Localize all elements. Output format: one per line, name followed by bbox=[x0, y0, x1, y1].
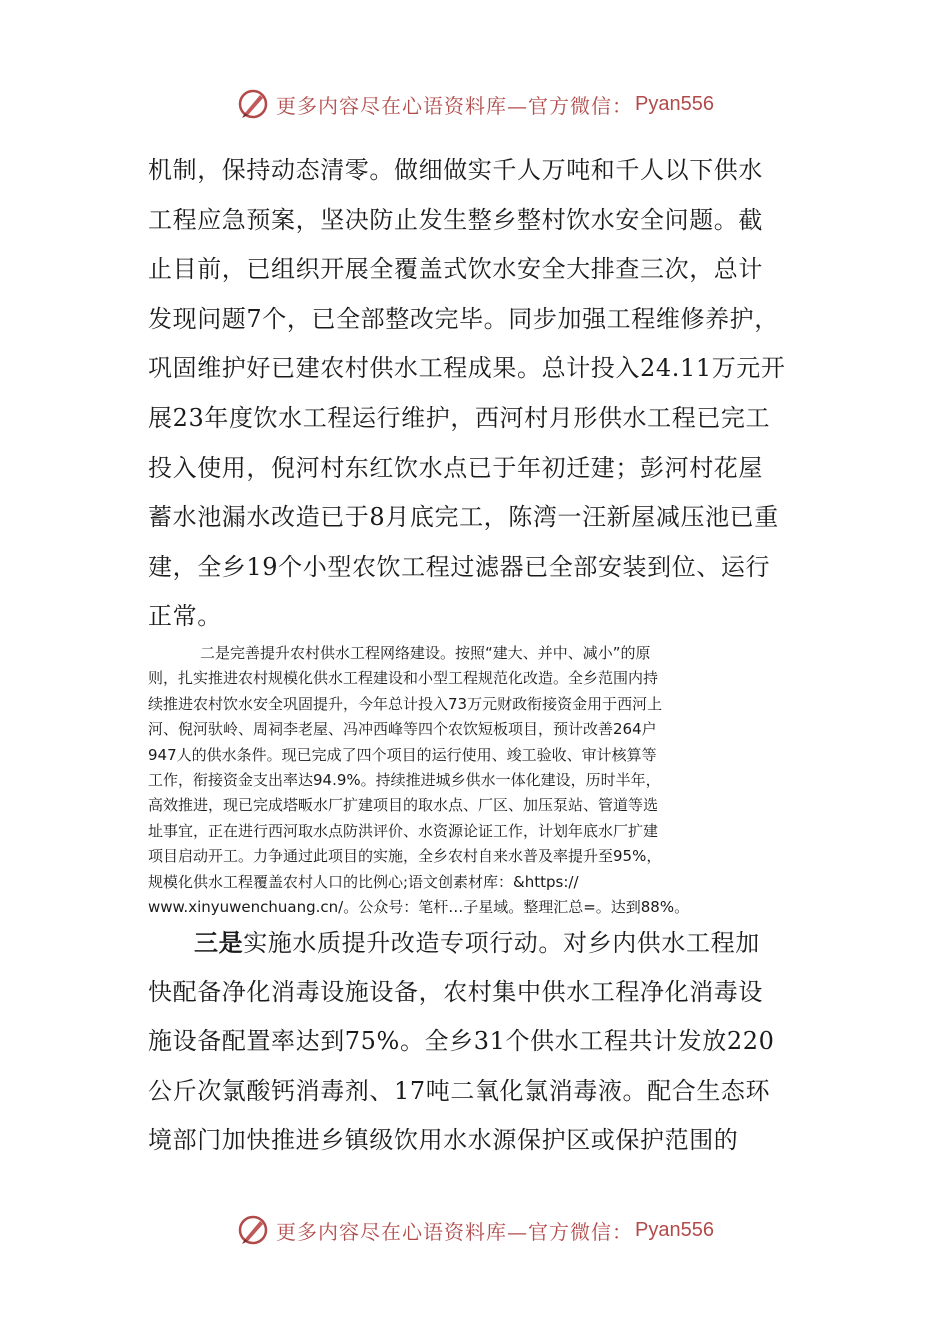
text-line: 正常。 bbox=[148, 602, 222, 631]
paragraph-water-safety bbox=[148, 146, 808, 642]
text-line: 投入使用，倪河村东红饮水点已于年初迁建；彭河村花屋 bbox=[148, 453, 763, 482]
paragraph-network-construction bbox=[148, 641, 808, 920]
text-line: 快配备净化消毒设施设备，农村集中供水工程净化消毒设 bbox=[148, 977, 763, 1006]
paragraph-water-quality bbox=[148, 918, 808, 1166]
text-line: 续推进农村饮水安全巩固提升，今年总计投入73万元财政衔接资金用于西河上 bbox=[148, 694, 663, 713]
pen-logo-icon bbox=[236, 1213, 270, 1247]
text-line: 址事宜，正在进行西河取水点防洪评价、水资源论证工作，计划年底水厂扩建 bbox=[148, 821, 659, 840]
text-line: 机制，保持动态清零。做细做实千人万吨和千人以下供水 bbox=[148, 156, 763, 184]
text-line: 止目前，已组织开展全覆盖式饮水安全大排查三次，总计 bbox=[148, 255, 763, 284]
text-line: 建，全乡19个小型农饮工程过滤器已全部安装到位、运行 bbox=[148, 552, 771, 581]
text-line: 河、倪河驮岭、周祠李老屋、冯冲西峰等四个农饮短板项目，预计改善264户 bbox=[148, 720, 657, 739]
text-line: 工作，衔接资金支出率达94.9%。持续推进城乡供水一体化建设，历时半年， bbox=[148, 770, 661, 789]
text-line: 施设备配置率达到75%。全乡31个供水工程共计发放220 bbox=[148, 1027, 775, 1056]
text-line: 境部门加快推进乡镇级饮用水水源保护区或保护范围的 bbox=[148, 1126, 739, 1155]
text-line: 项目启动开工。力争通过此项目的实施，全乡农村自来水普及率提升至95%， bbox=[148, 847, 662, 866]
text-line-rest: 实施水质提升改造专项行动。对乡内供水工程加 bbox=[243, 929, 760, 957]
text-line: 蓄水池漏水改造已于8月底完工，陈湾一汪新屋减压池已重 bbox=[148, 503, 779, 532]
text-line: 规模化供水工程覆盖农村人口的比例心;语文创素材库：&https:// bbox=[148, 872, 579, 891]
pen-logo-icon bbox=[236, 87, 270, 121]
watermark-text: 更多内容尽在心语资料库—官方微信： bbox=[276, 1219, 634, 1244]
text-line: 工程应急预案，坚决防止发生整乡整村饮水安全问题。截 bbox=[148, 205, 763, 234]
text-line: 公斤次氯酸钙消毒剂、17吨二氧化氯消毒液。配合生态环 bbox=[148, 1076, 771, 1105]
text-line: 高效推进，现已完成塔畈水厂扩建项目的取水点、厂区、加压泵站、管道等选 bbox=[148, 796, 659, 815]
watermark-wechat-id: Pyan556 bbox=[635, 1218, 714, 1241]
text-line: 发现问题7个，已全部整改完毕。同步加强工程维修养护， bbox=[148, 304, 779, 333]
watermark-text: 更多内容尽在心语资料库—官方微信： bbox=[276, 93, 634, 118]
watermark-wechat-id: Pyan556 bbox=[635, 92, 714, 115]
watermark-footer bbox=[0, 1210, 950, 1250]
text-line: 展23年度饮水工程运行维护，西河村月形供水工程已完工 bbox=[148, 403, 771, 432]
text-line: 巩固维护好已建农村供水工程成果。总计投入24.11万元开 bbox=[148, 354, 786, 383]
text-line bbox=[148, 918, 808, 968]
text-line: 947人的供水条件。现已完成了四个项目的运行使用、竣工验收、审计核算等 bbox=[148, 745, 657, 764]
text-line: www.xinyuwenchuang.cn/。公众号：笔杆…子星域。整理汇总=。达到88%。 bbox=[148, 897, 690, 916]
text-line: 则，扎实推进农村规模化供水工程建设和小型工程规范化改造。全乡范围内持 bbox=[148, 669, 659, 688]
paragraph-lead: 三是 bbox=[194, 928, 244, 957]
watermark-header bbox=[0, 84, 950, 124]
text-line: 二是完善提升农村供水工程网络建设。按照“建大、并中、减小”的原 bbox=[200, 644, 651, 662]
